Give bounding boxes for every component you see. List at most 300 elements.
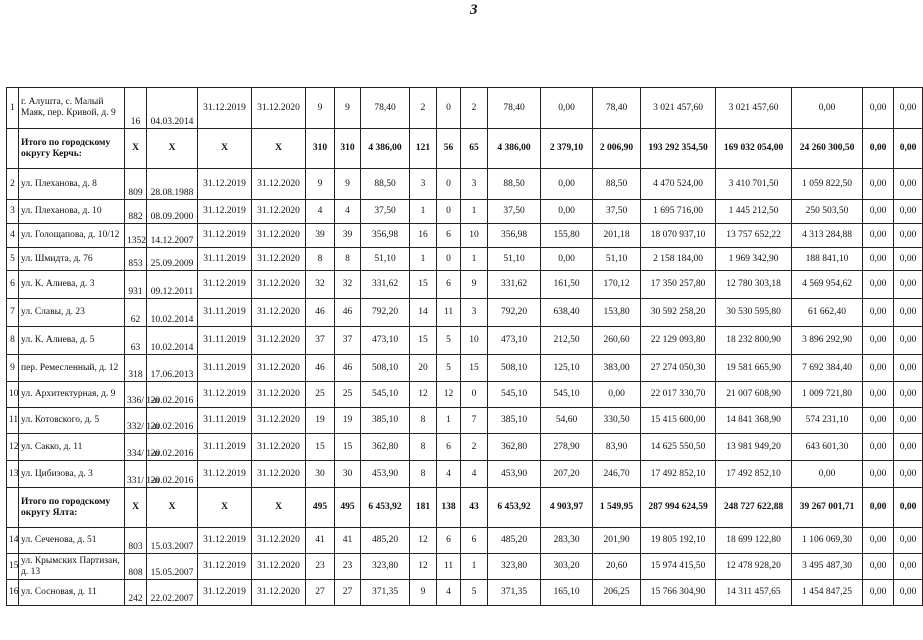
- row-number: 13: [7, 461, 19, 488]
- cost-regional-cell: 17 492 852,10: [716, 461, 792, 488]
- cost-total-cell: 15 974 415,50: [641, 554, 716, 580]
- cost-total-cell: 27 274 050,30: [641, 355, 716, 382]
- cost-regional-cell: 19 581 665,90: [716, 355, 792, 382]
- cost-total-cell: 3 021 457,60: [641, 88, 716, 129]
- area-total-cell: 6 453,92: [488, 488, 541, 528]
- area-private-cell: 0,00: [541, 88, 593, 129]
- date-start-cell: 28.08.1988: [147, 169, 198, 200]
- area-total-cell: 362,80: [488, 434, 541, 461]
- cost-local-cell: 643 601,30: [792, 434, 863, 461]
- date-end-cell: 31.12.2020: [252, 528, 306, 554]
- house-id-cell: 853: [125, 248, 147, 271]
- date-plan-cell: 31.11.2019: [198, 355, 252, 382]
- table-row: [7, 461, 923, 488]
- flats-total-cell: 9: [410, 580, 437, 606]
- flats-private-cell: 6: [437, 434, 461, 461]
- flats-total-cell: 15: [410, 271, 437, 299]
- flats-municipal-cell: 65: [461, 129, 488, 169]
- address-cell: ул. Плеханова, д. 10: [19, 200, 125, 224]
- total-row: [7, 129, 923, 169]
- house-id-cell: 63: [125, 327, 147, 355]
- row-number: 5: [7, 248, 19, 271]
- area-private-cell: 303,20: [541, 554, 593, 580]
- flats-total-cell: 8: [410, 408, 437, 434]
- other-1-cell: 0,00: [863, 224, 894, 248]
- area-cell: 4 386,00: [361, 129, 410, 169]
- cost-local-cell: 3 495 487,30: [792, 554, 863, 580]
- cost-total-cell: 287 994 624,59: [641, 488, 716, 528]
- flats-private-cell: 6: [437, 271, 461, 299]
- area-cell: 323,80: [361, 554, 410, 580]
- table-row: [7, 271, 923, 299]
- date-end-cell: 31.12.2020: [252, 327, 306, 355]
- area-cell: 371,35: [361, 580, 410, 606]
- house-id-cell: 16: [125, 88, 147, 129]
- area-private-cell: 207,20: [541, 461, 593, 488]
- residents-cell: 46: [306, 299, 335, 327]
- cost-regional-cell: 14 311 457,65: [716, 580, 792, 606]
- area-cell: 792,20: [361, 299, 410, 327]
- cost-total-cell: 15 415 600,00: [641, 408, 716, 434]
- cost-total-cell: 17 350 257,80: [641, 271, 716, 299]
- cost-regional-cell: 248 727 622,88: [716, 488, 792, 528]
- other-1-cell: 0,00: [863, 580, 894, 606]
- area-cell: 6 453,92: [361, 488, 410, 528]
- flats-private-cell: 6: [437, 224, 461, 248]
- other-2-cell: 0,00: [894, 129, 923, 169]
- area-total-cell: 385,10: [488, 408, 541, 434]
- address-cell: г. Алушта, с. Малый Маяк, пер. Кривой, д. 9: [19, 88, 125, 129]
- area-total-cell: 37,50: [488, 200, 541, 224]
- area-private-cell: 545,10: [541, 382, 593, 408]
- cost-local-cell: 0,00: [792, 461, 863, 488]
- house-id-cell: 62: [125, 299, 147, 327]
- date-plan-cell: X: [198, 488, 252, 528]
- flats-private-cell: 1: [437, 408, 461, 434]
- area-cell: 362,80: [361, 434, 410, 461]
- cost-regional-cell: 12 780 303,18: [716, 271, 792, 299]
- table-row: [7, 382, 923, 408]
- area-private-cell: 4 903,97: [541, 488, 593, 528]
- area-private-cell: 155,80: [541, 224, 593, 248]
- cost-total-cell: 22 129 093,80: [641, 327, 716, 355]
- other-1-cell: 0,00: [863, 88, 894, 129]
- table-row: [7, 528, 923, 554]
- residents-relocated-cell: 46: [335, 299, 361, 327]
- house-id-cell: 336/ 1-п: [125, 382, 147, 408]
- house-id-cell: 809: [125, 169, 147, 200]
- row-number: 2: [7, 169, 19, 200]
- flats-municipal-cell: 10: [461, 224, 488, 248]
- residents-relocated-cell: 46: [335, 355, 361, 382]
- row-number: 16: [7, 580, 19, 606]
- address-cell: ул. Шмидта, д. 76: [19, 248, 125, 271]
- flats-private-cell: 0: [437, 169, 461, 200]
- date-start-cell: X: [147, 488, 198, 528]
- other-1-cell: 0,00: [863, 528, 894, 554]
- table-row: [7, 224, 923, 248]
- cost-local-cell: 1 009 721,80: [792, 382, 863, 408]
- date-end-cell: 31.12.2020: [252, 434, 306, 461]
- cost-regional-cell: 18 232 800,90: [716, 327, 792, 355]
- flats-municipal-cell: 1: [461, 554, 488, 580]
- cost-total-cell: 22 017 330,70: [641, 382, 716, 408]
- area-cell: 473,10: [361, 327, 410, 355]
- flats-total-cell: 16: [410, 224, 437, 248]
- cost-local-cell: 24 260 300,50: [792, 129, 863, 169]
- area-municipal-cell: 153,80: [593, 299, 641, 327]
- housing-table: [6, 87, 923, 606]
- house-id-cell: 334/ 1-п: [125, 434, 147, 461]
- other-2-cell: 0,00: [894, 327, 923, 355]
- flats-total-cell: 8: [410, 434, 437, 461]
- cost-local-cell: 61 662,40: [792, 299, 863, 327]
- area-municipal-cell: 201,18: [593, 224, 641, 248]
- residents-cell: 9: [306, 169, 335, 200]
- area-total-cell: 78,40: [488, 88, 541, 129]
- residents-cell: 25: [306, 382, 335, 408]
- area-cell: 508,10: [361, 355, 410, 382]
- date-plan-cell: 31.12.2019: [198, 580, 252, 606]
- date-plan-cell: 31.12.2019: [198, 224, 252, 248]
- residents-cell: 41: [306, 528, 335, 554]
- date-end-cell: 31.12.2020: [252, 248, 306, 271]
- address-cell: ул. Сеченова, д. 51: [19, 528, 125, 554]
- other-1-cell: 0,00: [863, 200, 894, 224]
- date-start-cell: X: [147, 129, 198, 169]
- date-plan-cell: 31.12.2019: [198, 271, 252, 299]
- table-row: [7, 88, 923, 129]
- date-end-cell: 31.12.2020: [252, 355, 306, 382]
- area-municipal-cell: 246,70: [593, 461, 641, 488]
- residents-cell: 310: [306, 129, 335, 169]
- cost-regional-cell: 14 841 368,90: [716, 408, 792, 434]
- residents-cell: 4: [306, 200, 335, 224]
- area-municipal-cell: 383,00: [593, 355, 641, 382]
- residents-relocated-cell: 15: [335, 434, 361, 461]
- other-2-cell: 0,00: [894, 580, 923, 606]
- flats-private-cell: 6: [437, 528, 461, 554]
- residents-relocated-cell: 310: [335, 129, 361, 169]
- date-start-cell: 22.02.2007: [147, 580, 198, 606]
- date-start-cell: 20.02.2016: [147, 434, 198, 461]
- area-total-cell: 545,10: [488, 382, 541, 408]
- house-id-cell: 931: [125, 271, 147, 299]
- area-cell: 331,62: [361, 271, 410, 299]
- residents-relocated-cell: 37: [335, 327, 361, 355]
- other-1-cell: 0,00: [863, 355, 894, 382]
- cost-total-cell: 15 766 304,90: [641, 580, 716, 606]
- residents-relocated-cell: 495: [335, 488, 361, 528]
- area-private-cell: 2 379,10: [541, 129, 593, 169]
- other-2-cell: 0,00: [894, 408, 923, 434]
- area-municipal-cell: 20,60: [593, 554, 641, 580]
- table-row: [7, 299, 923, 327]
- area-private-cell: 0,00: [541, 248, 593, 271]
- area-total-cell: 4 386,00: [488, 129, 541, 169]
- residents-cell: 37: [306, 327, 335, 355]
- flats-private-cell: 56: [437, 129, 461, 169]
- residents-relocated-cell: 30: [335, 461, 361, 488]
- address-cell: Итого по городскому округу Керчь:: [19, 129, 125, 169]
- date-start-cell: 25.09.2009: [147, 248, 198, 271]
- other-2-cell: 0,00: [894, 299, 923, 327]
- table-row: [7, 248, 923, 271]
- address-cell: Итого по городскому округу Ялта:: [19, 488, 125, 528]
- residents-cell: 8: [306, 248, 335, 271]
- area-cell: 385,10: [361, 408, 410, 434]
- address-cell: ул. Плеханова, д. 8: [19, 169, 125, 200]
- address-cell: ул. Архитектурная, д. 9: [19, 382, 125, 408]
- other-2-cell: 0,00: [894, 248, 923, 271]
- residents-relocated-cell: 25: [335, 382, 361, 408]
- flats-total-cell: 3: [410, 169, 437, 200]
- house-id-cell: 242: [125, 580, 147, 606]
- table-row: [7, 327, 923, 355]
- cost-regional-cell: 1 969 342,90: [716, 248, 792, 271]
- total-row: [7, 488, 923, 528]
- other-1-cell: 0,00: [863, 408, 894, 434]
- flats-municipal-cell: 2: [461, 434, 488, 461]
- address-cell: ул. Голощапова, д. 10/12: [19, 224, 125, 248]
- date-start-cell: 08.09.2000: [147, 200, 198, 224]
- area-private-cell: 638,40: [541, 299, 593, 327]
- area-cell: 356,98: [361, 224, 410, 248]
- other-2-cell: 0,00: [894, 434, 923, 461]
- other-2-cell: 0,00: [894, 488, 923, 528]
- area-municipal-cell: 1 549,95: [593, 488, 641, 528]
- date-start-cell: 15.03.2007: [147, 528, 198, 554]
- flats-municipal-cell: 5: [461, 580, 488, 606]
- area-private-cell: 0,00: [541, 169, 593, 200]
- cost-regional-cell: 30 530 595,80: [716, 299, 792, 327]
- date-start-cell: 09.12.2011: [147, 271, 198, 299]
- residents-cell: 15: [306, 434, 335, 461]
- flats-total-cell: 12: [410, 528, 437, 554]
- area-private-cell: 0,00: [541, 200, 593, 224]
- flats-total-cell: 1: [410, 248, 437, 271]
- row-number: 8: [7, 327, 19, 355]
- table-row: [7, 434, 923, 461]
- other-1-cell: 0,00: [863, 488, 894, 528]
- other-2-cell: 0,00: [894, 554, 923, 580]
- cost-total-cell: 4 470 524,00: [641, 169, 716, 200]
- flats-private-cell: 11: [437, 554, 461, 580]
- other-1-cell: 0,00: [863, 461, 894, 488]
- date-end-cell: 31.12.2020: [252, 461, 306, 488]
- house-id-cell: 331/ 1-п: [125, 461, 147, 488]
- other-2-cell: 0,00: [894, 169, 923, 200]
- table-row: [7, 200, 923, 224]
- area-private-cell: 165,10: [541, 580, 593, 606]
- other-2-cell: 0,00: [894, 271, 923, 299]
- cost-regional-cell: 21 007 608,90: [716, 382, 792, 408]
- residents-cell: 23: [306, 554, 335, 580]
- residents-relocated-cell: 9: [335, 88, 361, 129]
- address-cell: ул. К. Алиева, д. 3: [19, 271, 125, 299]
- other-1-cell: 0,00: [863, 271, 894, 299]
- other-1-cell: 0,00: [863, 554, 894, 580]
- area-private-cell: 161,50: [541, 271, 593, 299]
- area-total-cell: 323,80: [488, 554, 541, 580]
- other-2-cell: 0,00: [894, 200, 923, 224]
- area-total-cell: 508,10: [488, 355, 541, 382]
- date-end-cell: X: [252, 129, 306, 169]
- date-start-cell: 20.02.2016: [147, 382, 198, 408]
- cost-local-cell: 574 231,10: [792, 408, 863, 434]
- other-1-cell: 0,00: [863, 248, 894, 271]
- flats-total-cell: 12: [410, 382, 437, 408]
- area-total-cell: 792,20: [488, 299, 541, 327]
- date-end-cell: 31.12.2020: [252, 299, 306, 327]
- flats-private-cell: 5: [437, 355, 461, 382]
- residents-cell: 495: [306, 488, 335, 528]
- date-end-cell: 31.12.2020: [252, 408, 306, 434]
- flats-private-cell: 12: [437, 382, 461, 408]
- cost-local-cell: 7 692 384,40: [792, 355, 863, 382]
- date-plan-cell: 31.11.2019: [198, 327, 252, 355]
- house-id-cell: X: [125, 129, 147, 169]
- cost-local-cell: 3 896 292,90: [792, 327, 863, 355]
- flats-municipal-cell: 43: [461, 488, 488, 528]
- cost-local-cell: 1 454 847,25: [792, 580, 863, 606]
- house-id-cell: 332/ 1-п: [125, 408, 147, 434]
- row-number: 14: [7, 528, 19, 554]
- cost-local-cell: 1 059 822,50: [792, 169, 863, 200]
- address-cell: ул. К. Алиева, д. 5: [19, 327, 125, 355]
- flats-total-cell: 12: [410, 554, 437, 580]
- date-end-cell: 31.12.2020: [252, 382, 306, 408]
- flats-municipal-cell: 0: [461, 382, 488, 408]
- flats-municipal-cell: 7: [461, 408, 488, 434]
- area-private-cell: 212,50: [541, 327, 593, 355]
- other-1-cell: 0,00: [863, 327, 894, 355]
- residents-cell: 32: [306, 271, 335, 299]
- house-id-cell: 318: [125, 355, 147, 382]
- cost-local-cell: 250 503,50: [792, 200, 863, 224]
- flats-private-cell: 0: [437, 200, 461, 224]
- flats-private-cell: 0: [437, 248, 461, 271]
- address-cell: пер. Ремесленный, д. 12: [19, 355, 125, 382]
- date-start-cell: 15.05.2007: [147, 554, 198, 580]
- residents-cell: 9: [306, 88, 335, 129]
- row-number: 15: [7, 554, 19, 580]
- address-cell: ул. Славы, д. 23: [19, 299, 125, 327]
- area-total-cell: 88,50: [488, 169, 541, 200]
- date-plan-cell: 31.12.2019: [198, 382, 252, 408]
- date-start-cell: 14.12.2007: [147, 224, 198, 248]
- row-number: 1: [7, 88, 19, 129]
- date-end-cell: 31.12.2020: [252, 580, 306, 606]
- area-total-cell: 453,90: [488, 461, 541, 488]
- cost-regional-cell: 3 410 701,50: [716, 169, 792, 200]
- other-1-cell: 0,00: [863, 382, 894, 408]
- flats-private-cell: 138: [437, 488, 461, 528]
- row-number: 10: [7, 382, 19, 408]
- cost-local-cell: 188 841,10: [792, 248, 863, 271]
- flats-municipal-cell: 9: [461, 271, 488, 299]
- table-body: [7, 88, 923, 606]
- area-private-cell: 125,10: [541, 355, 593, 382]
- flats-municipal-cell: 1: [461, 200, 488, 224]
- row-number: 12: [7, 434, 19, 461]
- address-cell: ул. Крымских Партизан, д. 13: [19, 554, 125, 580]
- other-1-cell: 0,00: [863, 434, 894, 461]
- table-row: [7, 408, 923, 434]
- date-end-cell: 31.12.2020: [252, 554, 306, 580]
- area-municipal-cell: 88,50: [593, 169, 641, 200]
- flats-municipal-cell: 4: [461, 461, 488, 488]
- area-total-cell: 51,10: [488, 248, 541, 271]
- residents-relocated-cell: 19: [335, 408, 361, 434]
- row-number: 9: [7, 355, 19, 382]
- area-total-cell: 356,98: [488, 224, 541, 248]
- cost-local-cell: 4 313 284,88: [792, 224, 863, 248]
- flats-municipal-cell: 10: [461, 327, 488, 355]
- area-municipal-cell: 260,60: [593, 327, 641, 355]
- date-plan-cell: 31.12.2019: [198, 461, 252, 488]
- date-plan-cell: X: [198, 129, 252, 169]
- date-plan-cell: 31.12.2019: [198, 528, 252, 554]
- area-municipal-cell: 201,90: [593, 528, 641, 554]
- cost-local-cell: 0,00: [792, 88, 863, 129]
- area-cell: 485,20: [361, 528, 410, 554]
- area-cell: 88,50: [361, 169, 410, 200]
- flats-total-cell: 1: [410, 200, 437, 224]
- residents-cell: 27: [306, 580, 335, 606]
- residents-relocated-cell: 39: [335, 224, 361, 248]
- house-id-cell: 808: [125, 554, 147, 580]
- date-plan-cell: 31.12.2019: [198, 200, 252, 224]
- date-start-cell: 04.03.2014: [147, 88, 198, 129]
- table-row: [7, 580, 923, 606]
- residents-relocated-cell: 4: [335, 200, 361, 224]
- date-start-cell: 10.02.2014: [147, 327, 198, 355]
- area-total-cell: 485,20: [488, 528, 541, 554]
- area-municipal-cell: 2 006,90: [593, 129, 641, 169]
- cost-local-cell: 39 267 001,71: [792, 488, 863, 528]
- flats-total-cell: 20: [410, 355, 437, 382]
- flats-total-cell: 121: [410, 129, 437, 169]
- date-plan-cell: 31.11.2019: [198, 408, 252, 434]
- date-start-cell: 20.02.2016: [147, 461, 198, 488]
- row-number: 11: [7, 408, 19, 434]
- area-cell: 453,90: [361, 461, 410, 488]
- date-start-cell: 10.02.2014: [147, 299, 198, 327]
- area-municipal-cell: 78,40: [593, 88, 641, 129]
- date-plan-cell: 31.11.2019: [198, 434, 252, 461]
- row-number: 7: [7, 299, 19, 327]
- flats-private-cell: 4: [437, 580, 461, 606]
- residents-relocated-cell: 9: [335, 169, 361, 200]
- address-cell: ул. Сакко, д. 11: [19, 434, 125, 461]
- area-private-cell: 54,60: [541, 408, 593, 434]
- address-cell: ул. Цибизова, д. 3: [19, 461, 125, 488]
- table-row: [7, 355, 923, 382]
- area-municipal-cell: 51,10: [593, 248, 641, 271]
- area-cell: 51,10: [361, 248, 410, 271]
- house-id-cell: X: [125, 488, 147, 528]
- house-id-cell: 1352: [125, 224, 147, 248]
- date-plan-cell: 31.11.2019: [198, 299, 252, 327]
- flats-municipal-cell: 3: [461, 169, 488, 200]
- cost-regional-cell: 13 757 652,22: [716, 224, 792, 248]
- residents-relocated-cell: 27: [335, 580, 361, 606]
- flats-municipal-cell: 1: [461, 248, 488, 271]
- row-number: 6: [7, 271, 19, 299]
- area-municipal-cell: 206,25: [593, 580, 641, 606]
- date-end-cell: 31.12.2020: [252, 271, 306, 299]
